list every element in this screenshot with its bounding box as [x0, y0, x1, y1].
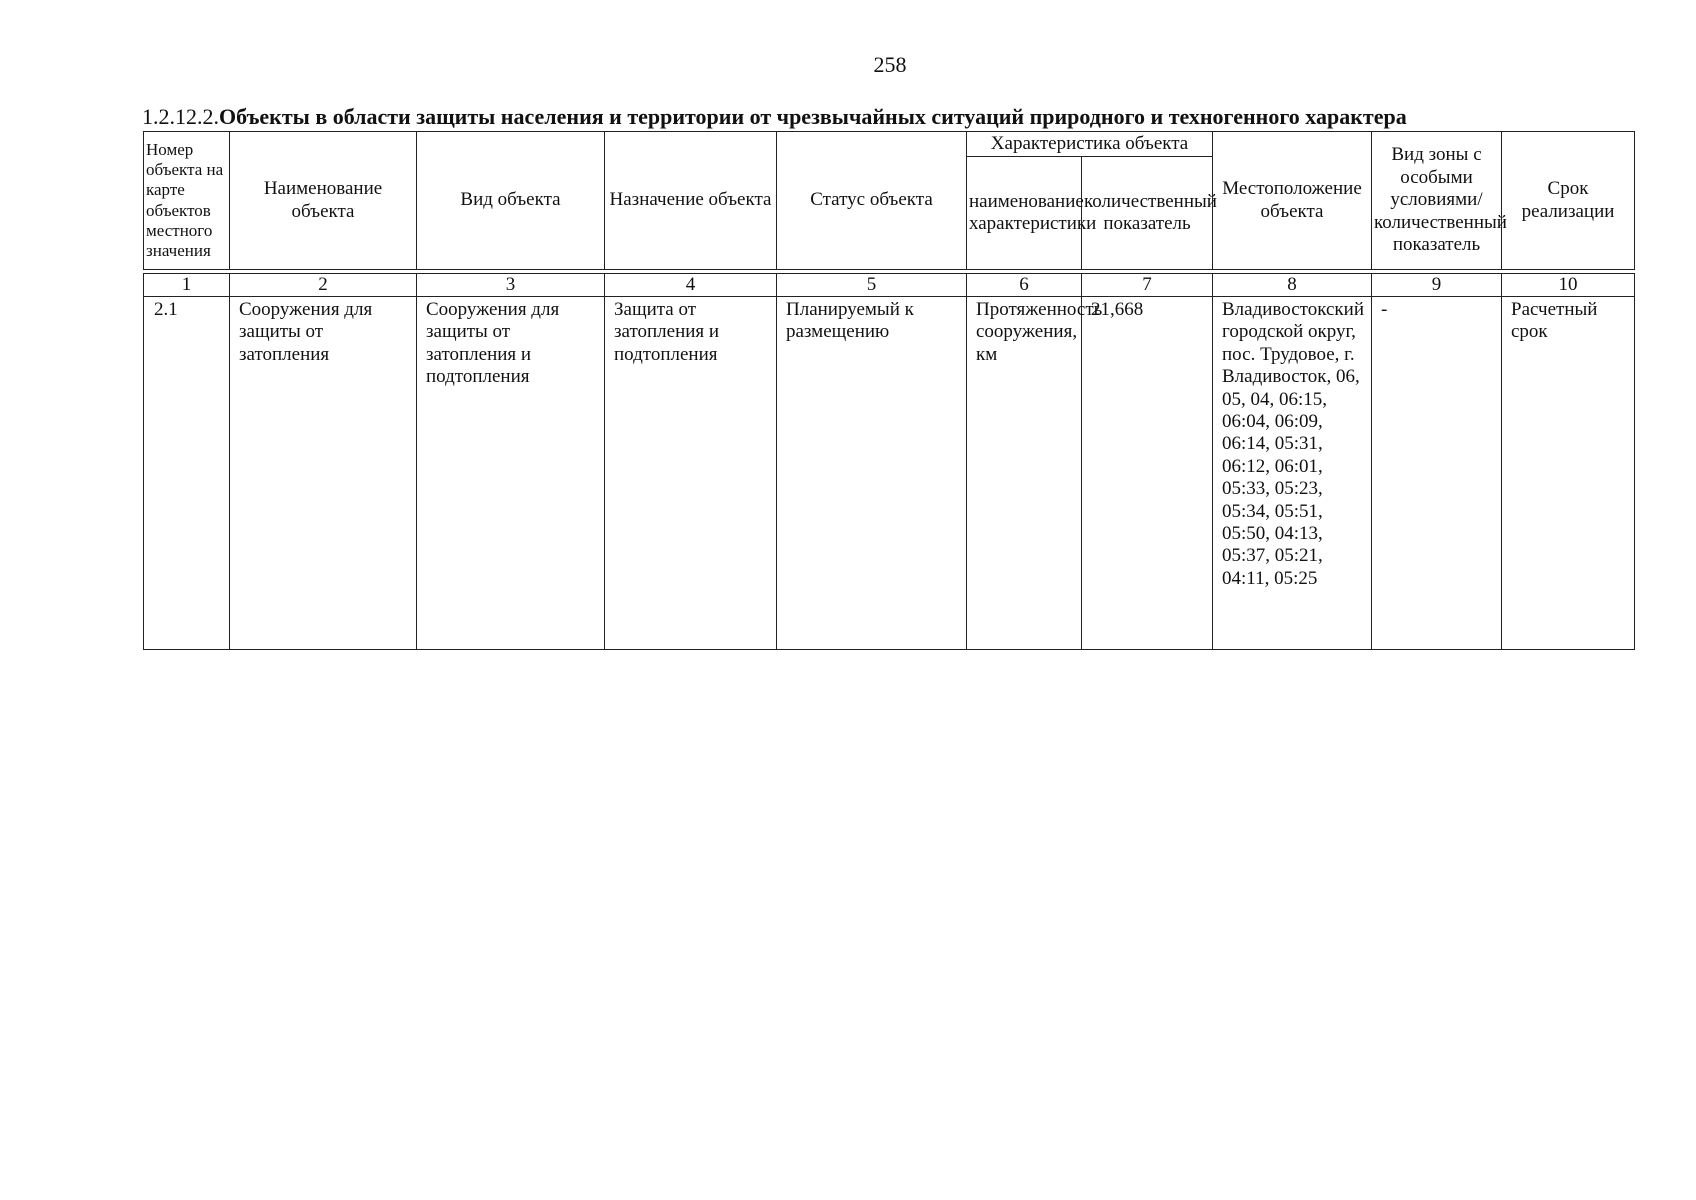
- header-object-type: Вид объекта: [417, 132, 605, 270]
- header-object-status: Статус объекта: [777, 132, 967, 270]
- header-implementation-term: Срок реализации: [1502, 132, 1635, 270]
- header-characteristic-value: количественный показатель: [1082, 157, 1213, 270]
- section-title: Объекты в области защиты населения и территории от чрезвычайных ситуаций природного и техногенного характера: [219, 104, 1407, 129]
- header-characteristic-name: наименование характеристики: [967, 157, 1082, 270]
- cell-object-purpose: Защита от затопления и подтопления: [605, 297, 777, 650]
- column-number: 3: [417, 274, 605, 297]
- column-number: 5: [777, 274, 967, 297]
- page-number: 258: [873, 52, 907, 77]
- column-number: 4: [605, 274, 777, 297]
- objects-table: [143, 131, 1635, 650]
- section-heading: [142, 106, 1407, 128]
- header-object-number: Номер объекта на карте объектов местного значения: [144, 132, 230, 270]
- column-number: 6: [967, 274, 1082, 297]
- cell-special-zone: -: [1372, 297, 1502, 650]
- column-number: 1: [144, 274, 230, 297]
- section-number: 1.2.12.2.: [142, 104, 219, 129]
- header-object-characteristic: Характеристика объекта: [967, 132, 1213, 157]
- column-number: 2: [230, 274, 417, 297]
- cell-characteristic-value: 21,668: [1082, 297, 1213, 650]
- column-numbers-row: [144, 274, 1635, 297]
- cell-object-type: Сооружения для защиты от затопления и подтопления: [417, 297, 605, 650]
- column-number: 9: [1372, 274, 1502, 297]
- header-object-name: Наименование объекта: [230, 132, 417, 270]
- header-special-zone: Вид зоны с особыми условиями/ количественный показатель: [1372, 132, 1502, 270]
- cell-object-location: Владивостокский городской округ, пос. Трудовое, г. Владивосток, 06, 05, 04, 06:15, 06:04, 06:09, 06:14, 05:31, 06:12, 06:01, 05:33, 05:23, 05:34, 05:51, 05:50, 04:13, 05:37, 05:21, 04:11, 05:25: [1213, 297, 1372, 650]
- column-number: 7: [1082, 274, 1213, 297]
- header-object-location: Местоположение объекта: [1213, 132, 1372, 270]
- cell-characteristic-name: Протяженность сооружения, км: [967, 297, 1082, 650]
- column-number: 8: [1213, 274, 1372, 297]
- column-number: 10: [1502, 274, 1635, 297]
- cell-object-name: Сооружения для защиты от затопления: [230, 297, 417, 650]
- header-object-purpose: Назначение объекта: [605, 132, 777, 270]
- cell-object-number: 2.1: [144, 297, 230, 650]
- table-row: [144, 297, 1635, 650]
- cell-implementation-term: Расчетный срок: [1502, 297, 1635, 650]
- cell-object-status: Планируемый к размещению: [777, 297, 967, 650]
